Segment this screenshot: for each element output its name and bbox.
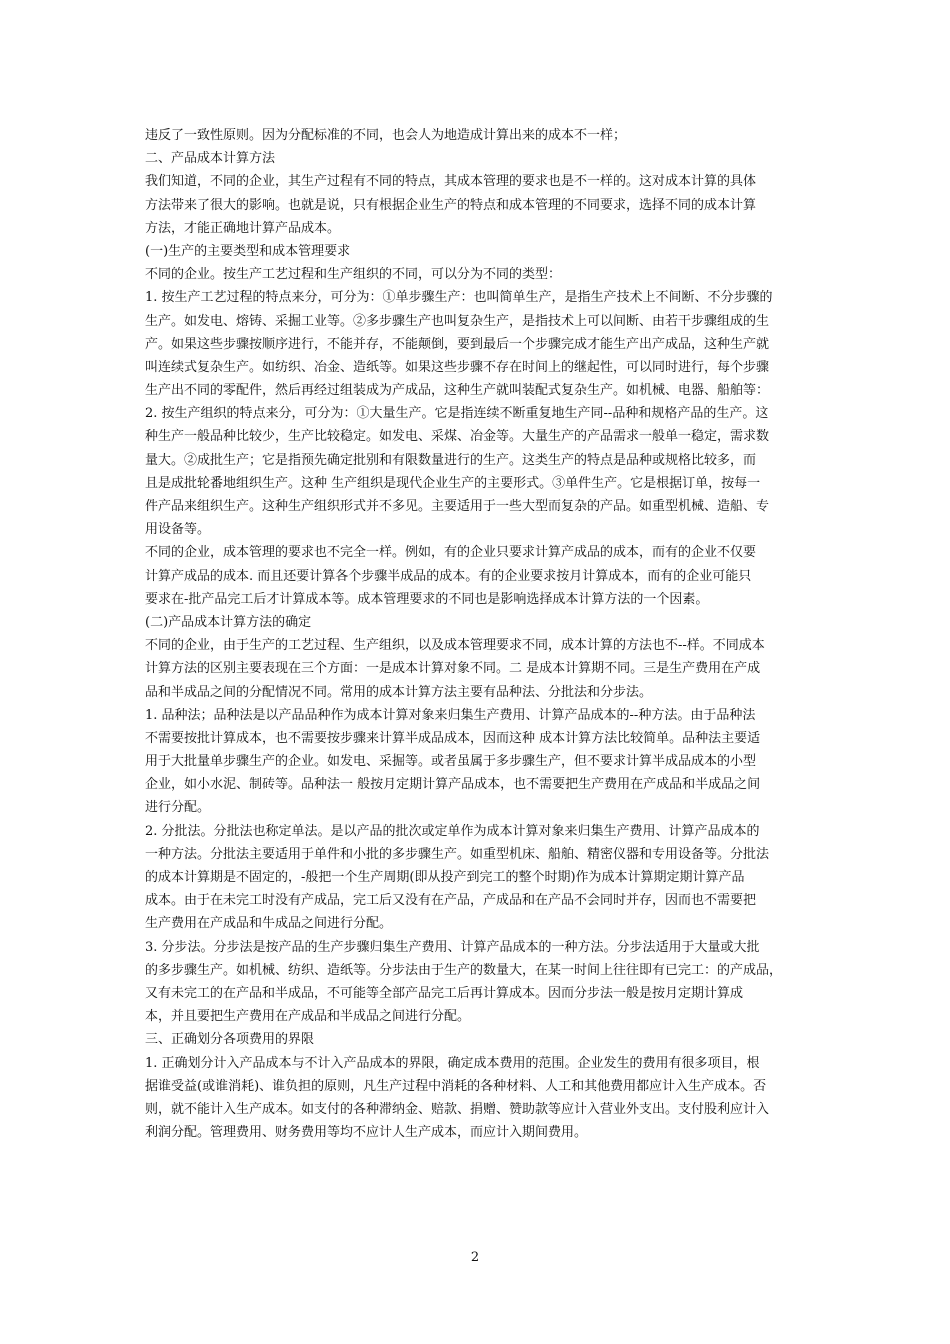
text-line: 成本。由于在未完工时没有产成品，完工后又没有在产品，产成品和在产品不会同时并存，因而也不需要把: [145, 893, 757, 909]
text-line: 进行分配。: [145, 800, 211, 816]
section-heading: 三、正确划分各项费用的界限: [145, 1032, 315, 1048]
text-line: 方法，才能正确地计算产品成本。: [145, 220, 341, 236]
text-line: 计算产成品的成本. 而且还要计算各个步骤半成品的成本。有的企业要求按月计算成本，而有的企业可能只: [145, 568, 752, 584]
text-line: 件产品来组织生产。这种生产组织形式并不多见。主要适用于一些大型而复杂的产品。如重型机械、造船、专: [145, 499, 770, 514]
text-line: 我们知道，不同的企业，其生产过程有不同的特点，其成本管理的要求也是不一样的。这对成本计算的具体: [145, 174, 757, 190]
text-line: 的成本计算期是不固定的，-般把一个生产周期(即从投产到完工的整个时期)作为成本计算期定期计算产品: [145, 870, 745, 885]
text-line: 1. 品种法；品种法是以产品品种作为成本计算对象来归集生产费用、计算产品成本的--种方法。由于品种法: [145, 707, 756, 723]
text-line: 品和半成品之间的分配情况不同。常用的成本计算方法主要有品种法、分批法和分步法。: [145, 684, 653, 700]
text-line: 不同的企业。按生产工艺过程和生产组织的不同，可以分为不同的类型：: [145, 267, 562, 283]
text-line: 量大。②成批生产；它是指预先确定批别和有限数量进行的生产。这类生产的特点是品种或规格比较多，而: [145, 452, 757, 468]
text-line: 方法带来了很大的影响。也就是说，只有根据企业生产的特点和成本管理的不同要求，选择不同的成本计算: [145, 197, 757, 213]
text-line: 计算方法的区别主要表现在三个方面：一是成本计算对象不同。二 是成本计算期不同。三是生产费用在产成: [145, 661, 761, 677]
text-line: 且是成批轮番地组织生产。这种 生产组织是现代企业生产的主要形式。③单件生产。它是根据订单，按每一: [145, 475, 761, 491]
text-line: 本，并且要把生产费用在产成品和半成品之间进行分配。: [145, 1009, 471, 1025]
text-line: 产。如果这些步骤按顺序进行，不能并存，不能颠倒，要到最后一个步骤完成才能生产出产成品，这种生产就: [145, 336, 770, 352]
section-heading: 二、产品成本计算方法: [145, 151, 276, 167]
text-line: 则，就不能计入生产成本。如支付的各种滞纳金、赔款、捐赠、赞助款等应计入营业外支出。支付股利应计入: [145, 1101, 770, 1117]
text-line: 生产出不同的零配件，然后再经过组装成为产成品，这种生产就叫装配式复杂生产。如机械、电器、船舶等：: [145, 383, 770, 399]
text-line: 企业，如小水泥、制砖等。品种法一 般按月定期计算产品成本，也不需要把生产费用在产成品和半成品之间: [145, 777, 761, 793]
text-line: 2. 分批法。分批法也称定单法。是以产品的批次或定单作为成本计算对象来归集生产费用、计算产品成本的: [145, 823, 760, 839]
text-line: 生产费用在产成品和牛成品之间进行分配。: [145, 916, 393, 932]
text-line: 不需要按批计算成本，也不需要按步骤来计算半成品成本，因而这种 成本计算方法比较简单。品种法主要适: [145, 730, 761, 746]
text-line: 1. 按生产工艺过程的特点来分，可分为：①单步骤生产：也叫简单生产，是指生产技术上不间断、不分步骤的: [145, 290, 773, 306]
text-line: 据谁受益(或谁消耗)、谁负担的原则，凡生产过程中消耗的各种材料、人工和其他费用都应计入生产成本。否: [145, 1078, 767, 1094]
text-line: 3. 分步法。分步法是按产品的生产步骤归集生产费用、计算产品成本的一种方法。分步法适用于大量或大批: [145, 939, 760, 955]
page-number: 2: [470, 1250, 480, 1265]
text-line: 用于大批量单步骤生产的企业。如发电、采掘等。或者虽属于多步骤生产，但不要求计算半成品成本的小型: [145, 754, 757, 770]
text-line: 用设备等。: [145, 522, 211, 538]
text-line: 的多步骤生产。如机械、纺织、造纸等。分步法由于生产的数量大，在某一时间上往往即有已完工：的产成品，: [145, 962, 783, 978]
text-line: 不同的企业，由于生产的工艺过程、生产组织，以及成本管理要求不同，成本计算的方法也不--样。不同成本: [145, 638, 765, 654]
text-line: 利润分配。管理费用、财务费用等均不应计人生产成本，而应计入期间费用。: [145, 1125, 588, 1141]
document-body: [145, 124, 813, 1144]
text-line: 又有未完工的在产品和半成品，不可能等全部产品完工后再计算成本。因而分步法一般是按月定期计算成: [145, 985, 744, 1001]
text-line: 2. 按生产组织的特点来分，可分为：①大量生产。它是指连续不断重复地生产同--品种和规格产品的生产。这: [145, 406, 769, 422]
subsection-heading: (二)产品成本计算方法的确定: [145, 614, 312, 630]
text-line: 不同的企业，成本管理的要求也不完全一样。例如，有的企业只要求计算产成品的成本，而有的企业不仅要: [145, 545, 757, 561]
text-line: 叫连续式复杂生产。如纺织、冶金、造纸等。如果这些步骤不存在时间上的继起性，可以同时进行，每个步骤: [145, 359, 770, 375]
text-line: 要求在-批产品完工后才计算成本等。成本管理要求的不同也是影响选择成本计算方法的一个因素。: [145, 591, 709, 607]
text-line: 违反了一致性原则。因为分配标准的不同，也会人为地造成计算出来的成本不一样；: [145, 128, 627, 143]
text-line: 1. 正确划分计入产品成本与不计入产品成本的界限，确定成本费用的范围。企业发生的费用有很多项目，根: [145, 1055, 760, 1071]
text-line: 种生产一般品种比较少，生产比较稳定。如发电、采煤、冶金等。大量生产的产品需求一般单一稳定，需求数: [145, 429, 770, 445]
text-line: 一种方法。分批法主要适用于单件和小批的多步骤生产。如重型机床、船舶、精密仪器和专用设备等。分批法: [145, 846, 770, 862]
text-line: 生产。如发电、熔铸、采掘工业等。②多步骤生产也叫复杂生产，是指技术上可以间断、由若干步骤组成的生: [145, 313, 770, 329]
subsection-heading: (一)生产的主要类型和成本管理要求: [145, 243, 351, 259]
